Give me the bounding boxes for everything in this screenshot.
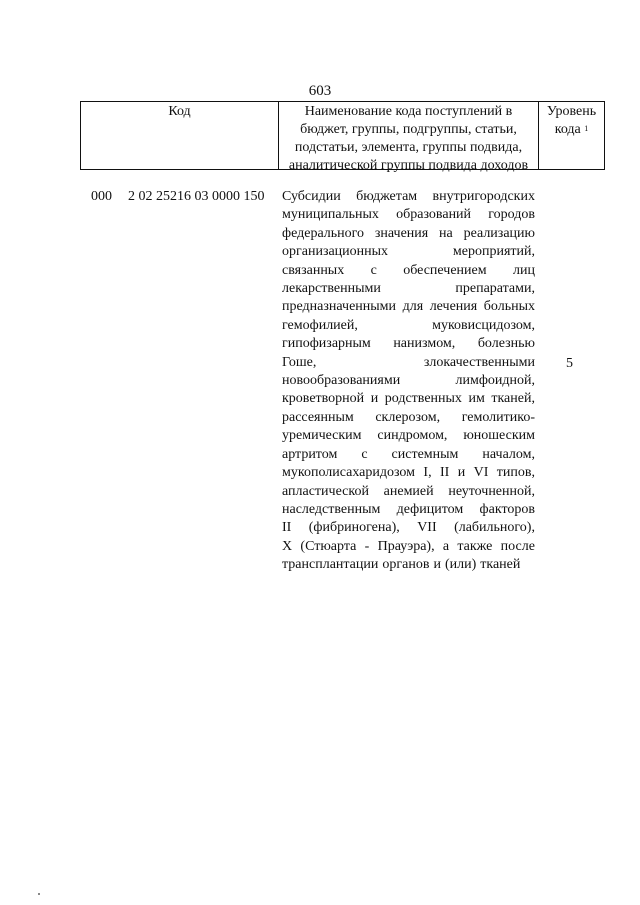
description-word: организационных (282, 244, 389, 260)
income-description (282, 188, 535, 575)
description-word: (Стюарта (300, 538, 357, 554)
description-word: новообразованиями (282, 373, 401, 389)
budget-code: 2 02 25216 03 0000 150 (128, 189, 265, 204)
header-level-line: Уровень (546, 104, 597, 119)
description-line (282, 262, 535, 280)
description-word: с (361, 446, 368, 462)
description-word: (фибриногена), (308, 520, 400, 536)
description-word: неуточненной, (448, 483, 535, 499)
description-line (282, 446, 535, 464)
description-word: VI (473, 465, 489, 481)
description-line (282, 519, 535, 537)
description-line (282, 409, 535, 427)
description-word: муковисцидозом, (432, 317, 535, 333)
description-word: - (364, 538, 370, 554)
description-word: гипофизарным (282, 336, 371, 352)
description-word: с (370, 262, 377, 278)
code-level: 5 (566, 356, 573, 371)
description-word: Гоше, (282, 354, 317, 370)
description-word: лекарственными (282, 281, 381, 297)
description-line (282, 501, 535, 519)
description-line (282, 206, 535, 224)
description-line (282, 372, 535, 390)
description-word: тканей, (491, 391, 535, 407)
description-word: Субсидии (282, 189, 341, 204)
header-level-column (539, 102, 604, 169)
description-word: нанизмом, (393, 336, 456, 352)
header-code-column (81, 102, 279, 169)
description-word: синдромом, (377, 428, 448, 444)
page-number: 603 (308, 83, 332, 99)
description-line (282, 538, 535, 556)
description-line (282, 280, 535, 298)
description-word: апластической (282, 483, 369, 499)
description-line (282, 354, 535, 372)
description-word: мероприятий, (452, 244, 535, 260)
description-word: II (282, 520, 292, 536)
description-line (282, 225, 535, 243)
description-word: внутригородских (432, 189, 535, 204)
description-word: злокачественными (423, 354, 535, 370)
description-word: бюджетам (356, 189, 418, 204)
description-word: значения (374, 225, 429, 241)
description-word: артритом (282, 446, 338, 462)
description-line (282, 483, 535, 501)
description-word: им (468, 391, 485, 407)
description-word: образований (396, 207, 472, 223)
description-word: больных (483, 299, 535, 315)
scan-speck (38, 893, 40, 895)
description-line (282, 243, 535, 261)
description-word: для (402, 299, 424, 315)
description-word: кроветворной (282, 391, 365, 407)
description-word: системным (391, 446, 459, 462)
description-word: типов, (496, 465, 535, 481)
description-word: предназначенными (282, 299, 397, 315)
description-line (282, 335, 535, 353)
admin-code: 000 (91, 189, 112, 204)
description-word: родственных (384, 391, 462, 407)
description-word: гемолитико- (461, 409, 535, 425)
description-word: а (442, 538, 450, 554)
description-word: наследственным (282, 501, 381, 517)
description-word: Прауэра), (377, 538, 435, 554)
description-line (282, 298, 535, 316)
description-word: анемией (383, 483, 434, 499)
header-name-column (279, 102, 539, 173)
footnote-mark: 1 (584, 124, 589, 133)
description-word: факторов (479, 501, 535, 517)
header-code-label: Код (168, 104, 191, 119)
header-name-line: бюджет, группы, подгруппы, статьи, (300, 122, 517, 137)
header-name-line: Наименование кода поступлений в (304, 104, 513, 119)
description-word: I, (423, 465, 432, 481)
description-word: уремическим (282, 428, 362, 444)
description-word: и (370, 391, 379, 407)
description-word: на (439, 225, 453, 241)
description-word: лиц (513, 262, 535, 278)
description-word: связанных (282, 262, 345, 278)
description-word: препаратами, (455, 281, 535, 297)
description-word: (или) (444, 557, 477, 573)
description-line (282, 390, 535, 408)
description-word: муниципальных (282, 207, 379, 223)
description-word: тканей (480, 557, 521, 573)
description-word: гемофилией, (282, 317, 358, 333)
description-word: реализацию (463, 225, 535, 241)
description-word: после (500, 538, 535, 554)
description-word: и (433, 557, 441, 573)
description-line (282, 317, 535, 335)
description-line (282, 556, 535, 574)
description-word: VII (417, 520, 437, 536)
description-word: лечения (429, 299, 478, 315)
description-word: городов (488, 207, 535, 223)
table-header (80, 101, 605, 173)
description-word: юношеским (463, 428, 535, 444)
header-name-line: аналитической группы подвида доходов (288, 158, 529, 173)
header-name-line: подстатьи, элемента, группы подвида, (294, 140, 523, 155)
description-word: трансплантации (282, 557, 379, 573)
description-word: мукополисахаридозом (282, 465, 416, 481)
description-word: дефицитом (396, 501, 464, 517)
description-word: обеспечением (403, 262, 487, 278)
description-word: болезнью (477, 336, 535, 352)
description-word: рассеянным (282, 409, 354, 425)
description-word: лимфоидной, (455, 373, 535, 389)
description-word: также (457, 538, 493, 554)
header-level-word: кода (554, 122, 581, 137)
description-line (282, 464, 535, 482)
description-word: (лабильного), (454, 520, 535, 536)
header-level-line (539, 121, 604, 139)
description-line (282, 427, 535, 445)
description-word: X (282, 538, 293, 554)
description-word: федерального (282, 225, 365, 241)
description-word: началом, (482, 446, 535, 462)
description-word: органов (382, 557, 430, 573)
description-word: склерозом, (375, 409, 441, 425)
description-line (282, 188, 535, 206)
description-word: II (439, 465, 450, 481)
description-word: и (457, 465, 466, 481)
